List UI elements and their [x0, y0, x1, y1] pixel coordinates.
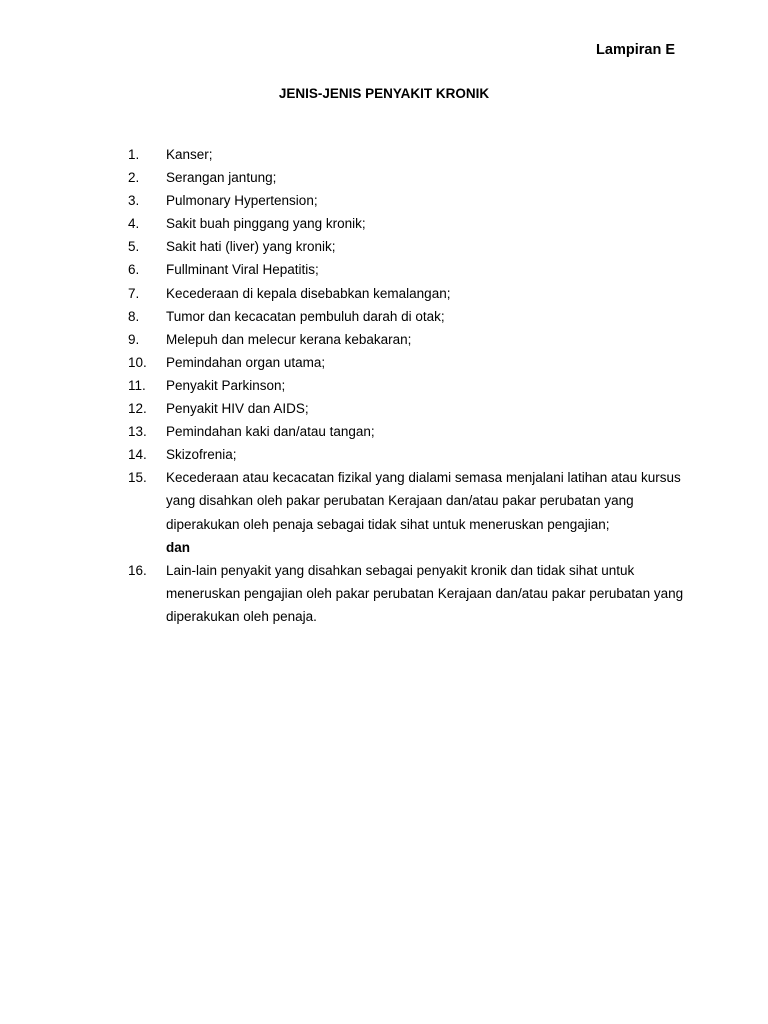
list-item-number: 1. — [128, 147, 140, 162]
list-item-number: 15. — [128, 470, 147, 486]
list-item — [128, 374, 688, 397]
list-item-text: Skizofrenia; — [166, 447, 237, 463]
list-item-text: Pemindahan organ utama; — [166, 354, 326, 370]
list-item-number: 16. — [128, 562, 147, 578]
list-item — [128, 328, 688, 351]
list-item-number: 7. — [128, 285, 140, 301]
chronic-disease-list — [128, 143, 688, 628]
list-item-text: Kecederaan atau kecacatan fizikal yang dialami semasa menjalani latihan atau kursus yang disahkan oleh pakar perubatan Kerajaan dan/atau pakar perubatan yang diperakukan oleh penaja sebagai tidak sihat untuk meneruskan pengajian; — [166, 470, 681, 532]
list-item-body — [166, 466, 688, 558]
list-item — [128, 143, 688, 166]
list-item-text: Serangan jantung; — [166, 170, 277, 186]
list-item-number: 13. — [128, 424, 147, 440]
appendix-label: Lampiran E — [596, 42, 675, 58]
list-item — [128, 305, 688, 328]
list-item-text: Lain-lain penyakit yang disahkan sebagai penyakit kronik dan tidak sihat untuk meneruskan pengajian oleh pakar perubatan Kerajaan dan/atau pakar perubatan yang diperakukan oleh penaja. — [166, 562, 684, 624]
list-item-text: Kanser; — [166, 147, 213, 162]
document-title: JENIS-JENIS PENYAKIT KRONIK — [278, 86, 490, 101]
list-item-number: 10. — [128, 354, 147, 370]
list-item — [128, 397, 688, 420]
list-item — [128, 420, 688, 443]
list-item — [128, 559, 688, 628]
list-item-number: 5. — [128, 239, 140, 255]
list-item — [128, 258, 688, 281]
list-item-text: Tumor dan kecacatan pembuluh darah di otak; — [166, 308, 445, 324]
list-item-text: Pulmonary Hypertension; — [166, 193, 318, 209]
list-item — [128, 466, 688, 558]
list-item-conjunction: dan — [166, 539, 191, 555]
list-item-text: Melepuh dan melecur kerana kebakaran; — [166, 331, 412, 347]
list-item — [128, 189, 688, 212]
list-item-text: Pemindahan kaki dan/atau tangan; — [166, 424, 375, 440]
list-item-number: 4. — [128, 216, 140, 232]
list-item-text: Fullminant Viral Hepatitis; — [166, 262, 319, 278]
list-item-text: Sakit buah pinggang yang kronik; — [166, 216, 366, 232]
list-item-number: 3. — [128, 193, 140, 209]
list-item-number: 9. — [128, 331, 140, 347]
list-item — [128, 282, 688, 305]
list-item — [128, 212, 688, 235]
list-item-number: 2. — [128, 170, 140, 186]
list-item — [128, 235, 688, 258]
list-item — [128, 166, 688, 189]
list-item-number: 8. — [128, 308, 140, 324]
list-item-text: Penyakit Parkinson; — [166, 377, 286, 393]
list-item-number: 12. — [128, 401, 147, 417]
list-item-number: 6. — [128, 262, 140, 278]
list-item-text: Penyakit HIV dan AIDS; — [166, 401, 309, 417]
list-item — [128, 351, 688, 374]
list-item-text: Sakit hati (liver) yang kronik; — [166, 239, 336, 255]
list-item — [128, 443, 688, 466]
list-item-number: 11. — [128, 377, 146, 393]
list-item-text: Kecederaan di kepala disebabkan kemalangan; — [166, 285, 451, 301]
list-item-number: 14. — [128, 447, 147, 463]
